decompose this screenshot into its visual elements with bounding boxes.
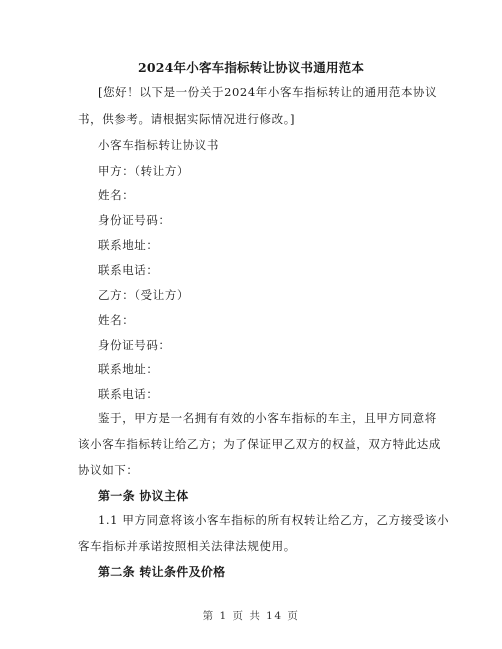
party-b-address: 联系地址： [98,362,159,376]
party-a-label: 甲方：（转让方） [98,164,190,178]
article-2-heading: 第二条 转让条件及价格 [98,565,226,579]
party-b-label: 乙方：（受让方） [98,288,190,302]
whereas-line-2: 该小客车指标转让给乙方；为了保证甲乙双方的权益，双方特此达成 [78,437,441,451]
document-title: 2024年小客车指标转让协议书通用范本 [137,60,365,75]
whereas-line-1: 鉴于，甲方是一名拥有有效的小客车指标的车主，且甲方同意将 [98,411,437,425]
party-a-name: 姓名： [98,188,135,202]
intro-line-1: [您好！以下是一份关于2024年小客车指标转让的通用范本协议 [98,85,438,99]
party-a-address: 联系地址： [98,238,159,252]
party-a-id: 身份证号码： [98,213,171,227]
page-number: 第 1 页 共 14 页 [202,610,300,622]
party-b-phone: 联系电话： [98,387,159,401]
article-1-heading: 第一条 协议主体 [98,489,189,503]
article-1-line-2: 客车指标并承诺按照相关法律法规使用。 [78,539,296,553]
doc-name: 小客车指标转让协议书 [98,138,219,152]
intro-line-2: 书，供参考。请根据实际情况进行修改。] [78,112,296,126]
party-a-phone: 联系电话： [98,263,159,277]
article-1-line-1: 1.1 甲方同意将该小客车指标的所有权转让给乙方，乙方接受该小 [98,513,450,527]
party-b-id: 身份证号码： [98,338,171,352]
whereas-line-3: 协议如下： [78,463,139,477]
party-b-name: 姓名： [98,313,135,327]
